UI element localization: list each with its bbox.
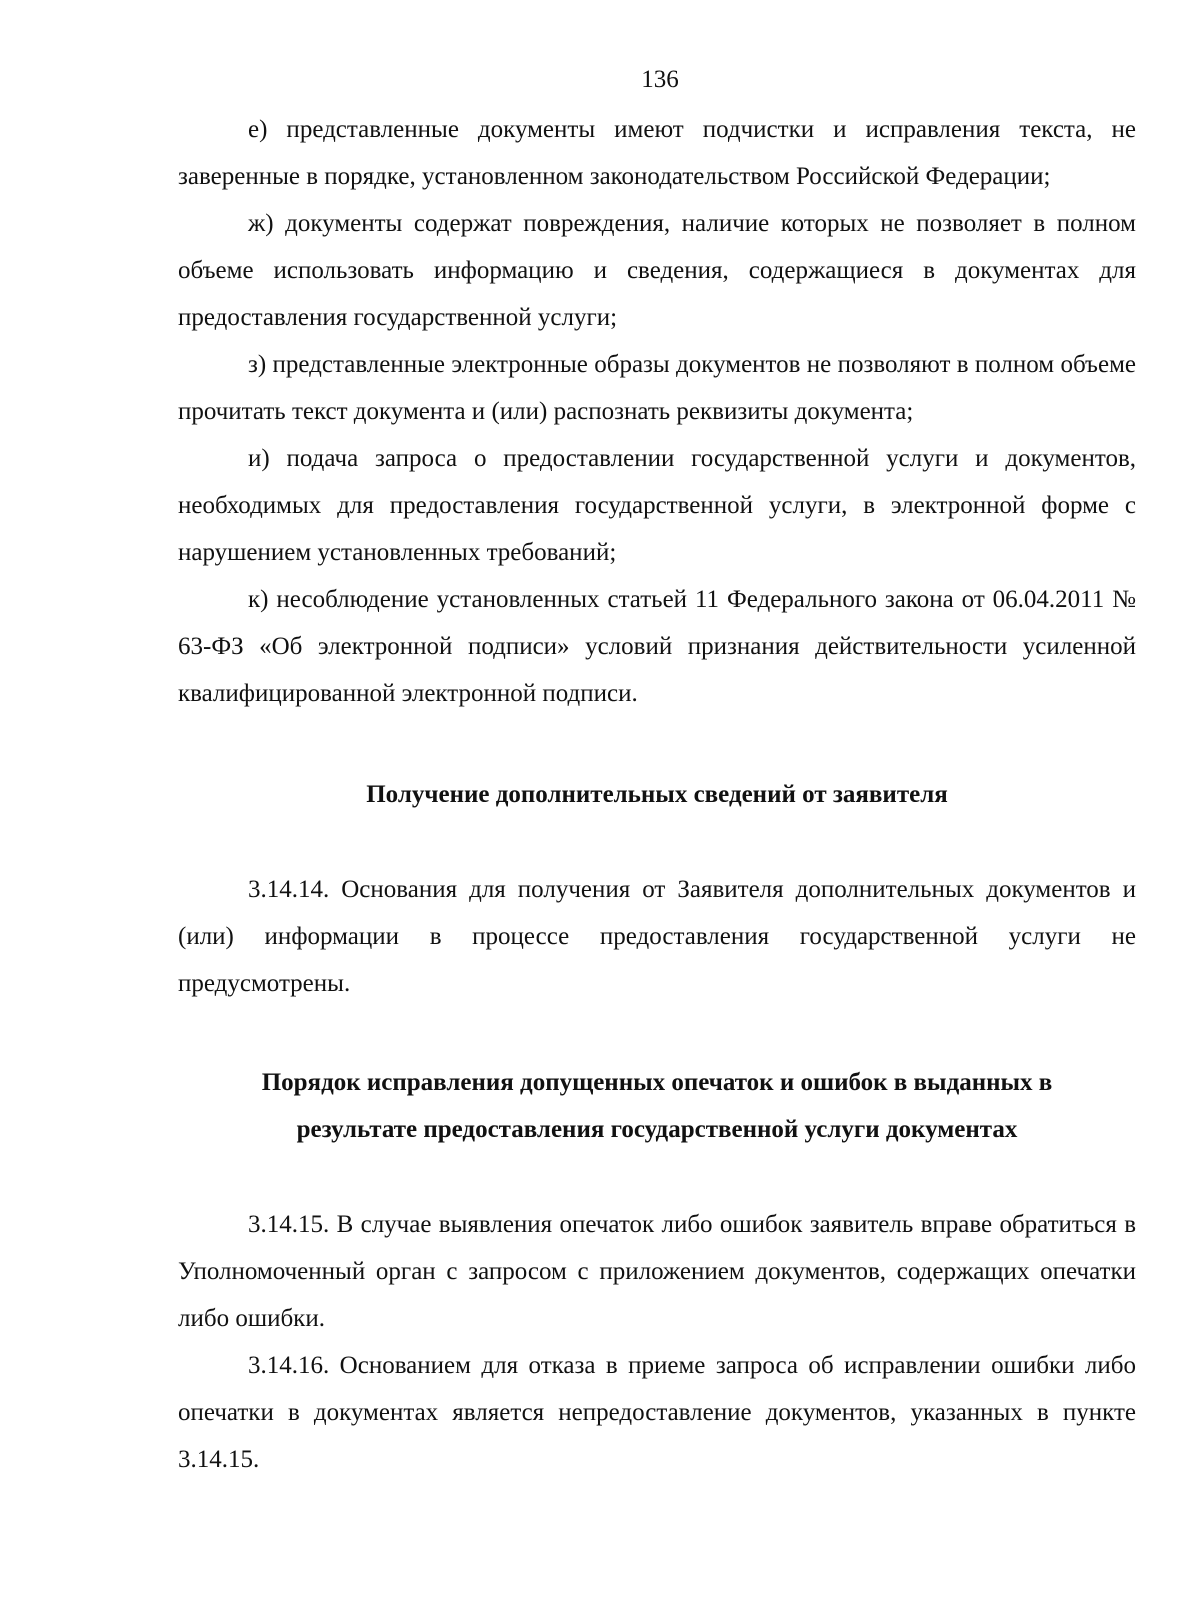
paragraph-item-i: и) подача запроса о предоставлении государственной услуги и документов, необходимых для предоставления государственной услуги, в электронной форме с нарушением установленных требований; (178, 445, 1136, 566)
section-heading-corrections (178, 1059, 1136, 1153)
section-heading-corrections-line-1: Порядок исправления допущенных опечаток и ошибок в выданных в (261, 1069, 1053, 1096)
section-heading-corrections-line-2: результате предоставления государственной услуги документах (296, 1116, 1018, 1143)
page-number: 136 (641, 66, 679, 93)
paragraph-item-k: к) несоблюдение установленных статьей 11 Федерального закона от 06.04.2011 № 63-ФЗ «Об электронной подписи» условий признания действительности усиленной квалифицированной электронной подписи. (178, 586, 1136, 707)
paragraph-item-z: з) представленные электронные образы документов не позволяют в полном объеме прочитать текст документа и (или) распознать реквизиты документа; (178, 351, 1136, 425)
paragraph-3-14-15: 3.14.15. В случае выявления опечаток либо ошибок заявитель вправе обратиться в Уполномоченный орган с запросом с приложением документов, содержащих опечатки либо ошибки. (178, 1211, 1136, 1332)
paragraph-item-e: е) представленные документы имеют подчистки и исправления текста, не заверенные в порядке, установленном законодательством Российской Федерации; (178, 116, 1136, 190)
paragraph-3-14-14: 3.14.14. Основания для получения от Заявителя дополнительных документов и (или) информации в процессе предоставления государственной услуги не предусмотрены. (178, 876, 1136, 997)
document-body (178, 106, 1136, 1483)
paragraph-3-14-16: 3.14.16. Основанием для отказа в приеме запроса об исправлении ошибки либо опечатки в документах является непредоставление документов, указанных в пункте 3.14.15. (178, 1352, 1136, 1473)
section-heading-additional-info: Получение дополнительных сведений от заявителя (366, 781, 948, 808)
paragraph-item-zh: ж) документы содержат повреждения, наличие которых не позволяет в полном объеме использовать информацию и сведения, содержащиеся в документах для предоставления государственной услуги; (178, 210, 1136, 331)
